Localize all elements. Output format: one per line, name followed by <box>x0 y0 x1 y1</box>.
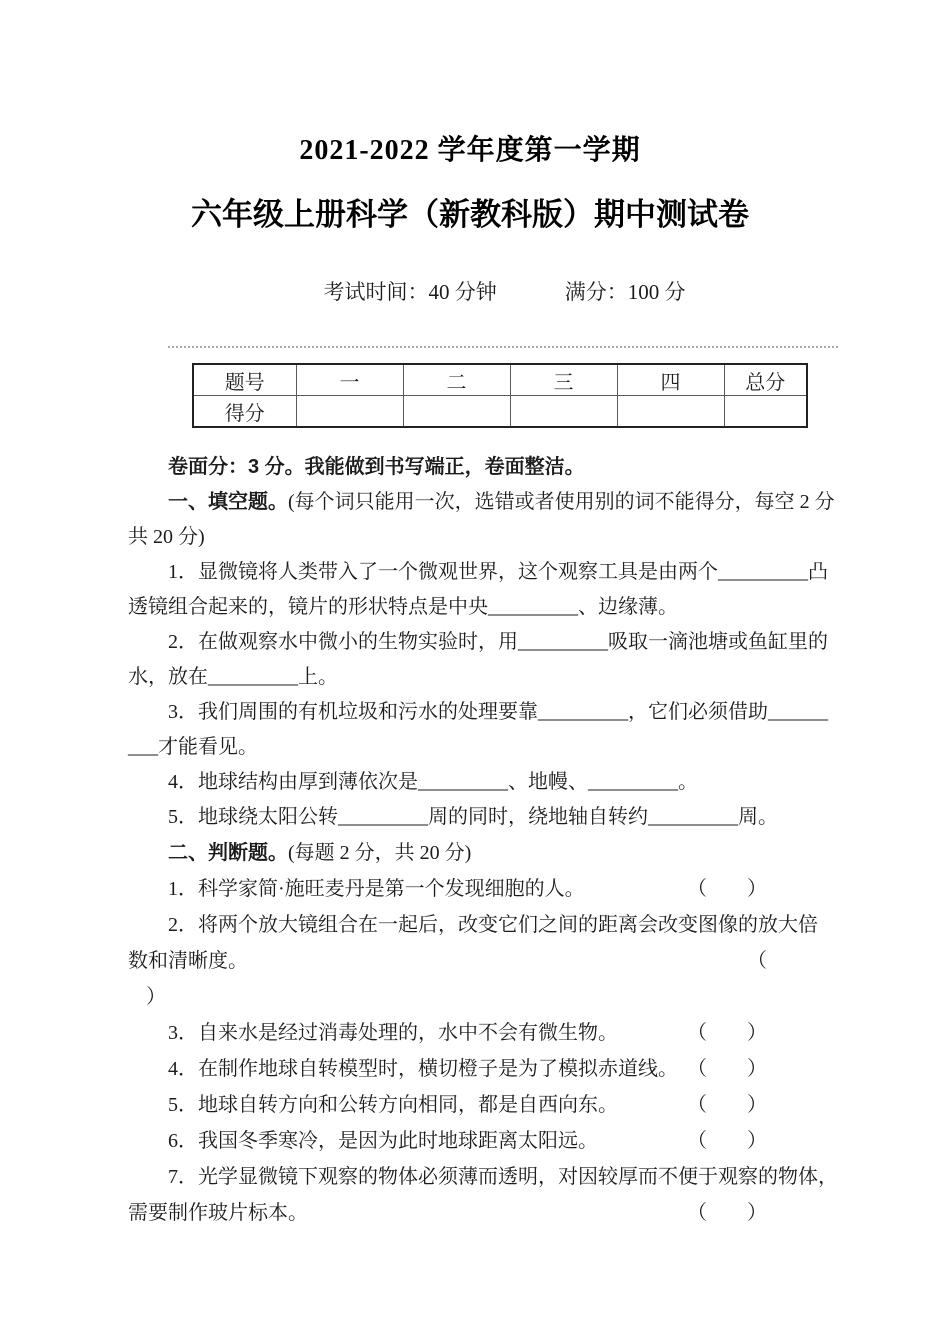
full-score-label: 满分：100 分 <box>564 280 686 304</box>
score-cell <box>724 396 807 428</box>
score-table <box>192 363 808 428</box>
section-title: 一、填空题。 <box>168 491 288 513</box>
score-cell <box>296 396 403 428</box>
answer-bracket: （ ） <box>687 1202 767 1224</box>
question-line <box>128 1195 812 1231</box>
notice-line: 卷面分：3 分。我能做到书写端正，卷面整洁。 <box>168 456 585 478</box>
section-2 <box>128 835 838 1231</box>
question-line <box>128 590 812 625</box>
question-line <box>128 871 812 907</box>
question-line <box>128 1015 812 1051</box>
score-table-header-cell: 总分 <box>724 364 807 396</box>
score-cell <box>403 396 510 428</box>
question-text: 1．科学家简·施旺麦丹是第一个发现细胞的人。 <box>168 878 585 900</box>
score-table-score-row <box>193 396 807 428</box>
question-text: 2．将两个放大镜组合在一起后，改变它们之间的距离会改变图像的放大倍 <box>168 914 818 936</box>
question-line <box>128 1051 812 1087</box>
document-page <box>128 0 838 1231</box>
section-title: 二、判断题。 <box>168 842 288 864</box>
score-cell <box>617 396 724 428</box>
question-item-1 <box>128 555 828 625</box>
section-instructions-continued: 共 20 分) <box>128 526 205 548</box>
section-header-line <box>128 485 835 520</box>
question-line <box>128 765 812 800</box>
answer-bracket-close: ） <box>146 986 166 1008</box>
exam-title: 六年级上册科学（新教科版）期中测试卷 <box>191 197 749 232</box>
question-item-2 <box>128 625 828 695</box>
answer-bracket: （ ） <box>687 1130 767 1152</box>
exam-body <box>128 450 838 1231</box>
separator-dotted-line <box>168 346 838 348</box>
question-text: 4．地球结构由厚到薄依次是_________、地幔、_________。 <box>168 771 698 793</box>
score-table-header-row <box>193 364 807 396</box>
question-text: 7．光学显微镜下观察的物体必须薄而透明，对因较厚而不便于观察的物体， <box>168 1166 838 1188</box>
question-line <box>128 943 812 979</box>
exam-info <box>128 250 812 334</box>
sections <box>128 485 838 1231</box>
answer-bracket: （ ） <box>687 878 767 900</box>
question-line <box>128 695 828 730</box>
question-line <box>128 625 828 660</box>
question-line <box>128 555 828 590</box>
question-line <box>128 1123 812 1159</box>
score-table-body <box>193 364 807 427</box>
question-text: 透镜组合起来的，镜片的形状特点是中央_________、边缘薄。 <box>128 596 678 618</box>
answer-bracket: （ ） <box>687 1058 767 1080</box>
question-item-2 <box>128 907 818 1015</box>
question-item-5 <box>128 800 812 835</box>
school-year-title: 2021-2022 学年度第一学期 <box>299 135 641 166</box>
question-text: 1．显微镜将人类带入了一个微观世界，这个观察工具是由两个_________凸 <box>168 561 828 583</box>
question-item-5 <box>128 1087 812 1123</box>
question-text: 2．在做观察水中微小的生物实验时，用_________吸取一滴池塘或鱼缸里的 <box>168 631 828 653</box>
question-text: 6．我国冬季寒冷，是因为此时地球距离太阳远。 <box>168 1130 598 1152</box>
section-header-line <box>128 835 812 871</box>
section-1 <box>128 485 835 835</box>
question-text: ___才能看见。 <box>128 736 258 758</box>
question-item-3 <box>128 1015 812 1051</box>
question-text: 4．在制作地球自转模型时，横切橙子是为了模拟赤道线。 <box>168 1058 678 1080</box>
question-item-3 <box>128 695 828 765</box>
section-instructions: (每个词只能用一次，选错或者使用别的词不能得分，每空 2 分 <box>288 491 835 513</box>
answer-bracket: （ ） <box>687 1022 767 1044</box>
question-item-4 <box>128 765 812 800</box>
question-text: 3．我们周围的有机垃圾和污水的处理要靠_________，它们必须借助______ <box>168 701 828 723</box>
question-text: 3．自来水是经过消毒处理的，水中不会有微生物。 <box>168 1022 618 1044</box>
section-instructions: (每题 2 分，共 20 分) <box>288 842 472 864</box>
score-table-header-cell: 题号 <box>193 364 296 396</box>
question-text: 水，放在_________上。 <box>128 666 338 688</box>
question-line <box>128 800 812 835</box>
question-line <box>128 907 818 943</box>
question-line <box>128 730 812 765</box>
question-item-6 <box>128 1123 812 1159</box>
question-item-4 <box>128 1051 812 1087</box>
question-text: 数和清晰度。 <box>128 950 248 972</box>
score-table-header-cell: 四 <box>617 364 724 396</box>
exam-time-label: 考试时间：40 分钟 <box>323 280 497 304</box>
answer-bracket: （ <box>747 950 767 972</box>
question-text: 5．地球自转方向和公转方向相同，都是自西向东。 <box>168 1094 618 1116</box>
answer-bracket: （ ） <box>687 1094 767 1116</box>
question-text: 5．地球绕太阳公转_________周的同时，绕地轴自转约_________周。 <box>168 806 778 828</box>
score-table-header-cell: 一 <box>296 364 403 396</box>
score-table-header-cell: 二 <box>403 364 510 396</box>
score-row-label: 得分 <box>193 396 296 428</box>
score-cell <box>510 396 617 428</box>
question-line <box>128 1087 812 1123</box>
question-line <box>128 660 812 695</box>
question-text: 需要制作玻片标本。 <box>128 1202 308 1224</box>
question-line <box>128 1159 838 1195</box>
question-item-7 <box>128 1159 838 1231</box>
score-table-header-cell: 三 <box>510 364 617 396</box>
question-item-1 <box>128 871 812 907</box>
